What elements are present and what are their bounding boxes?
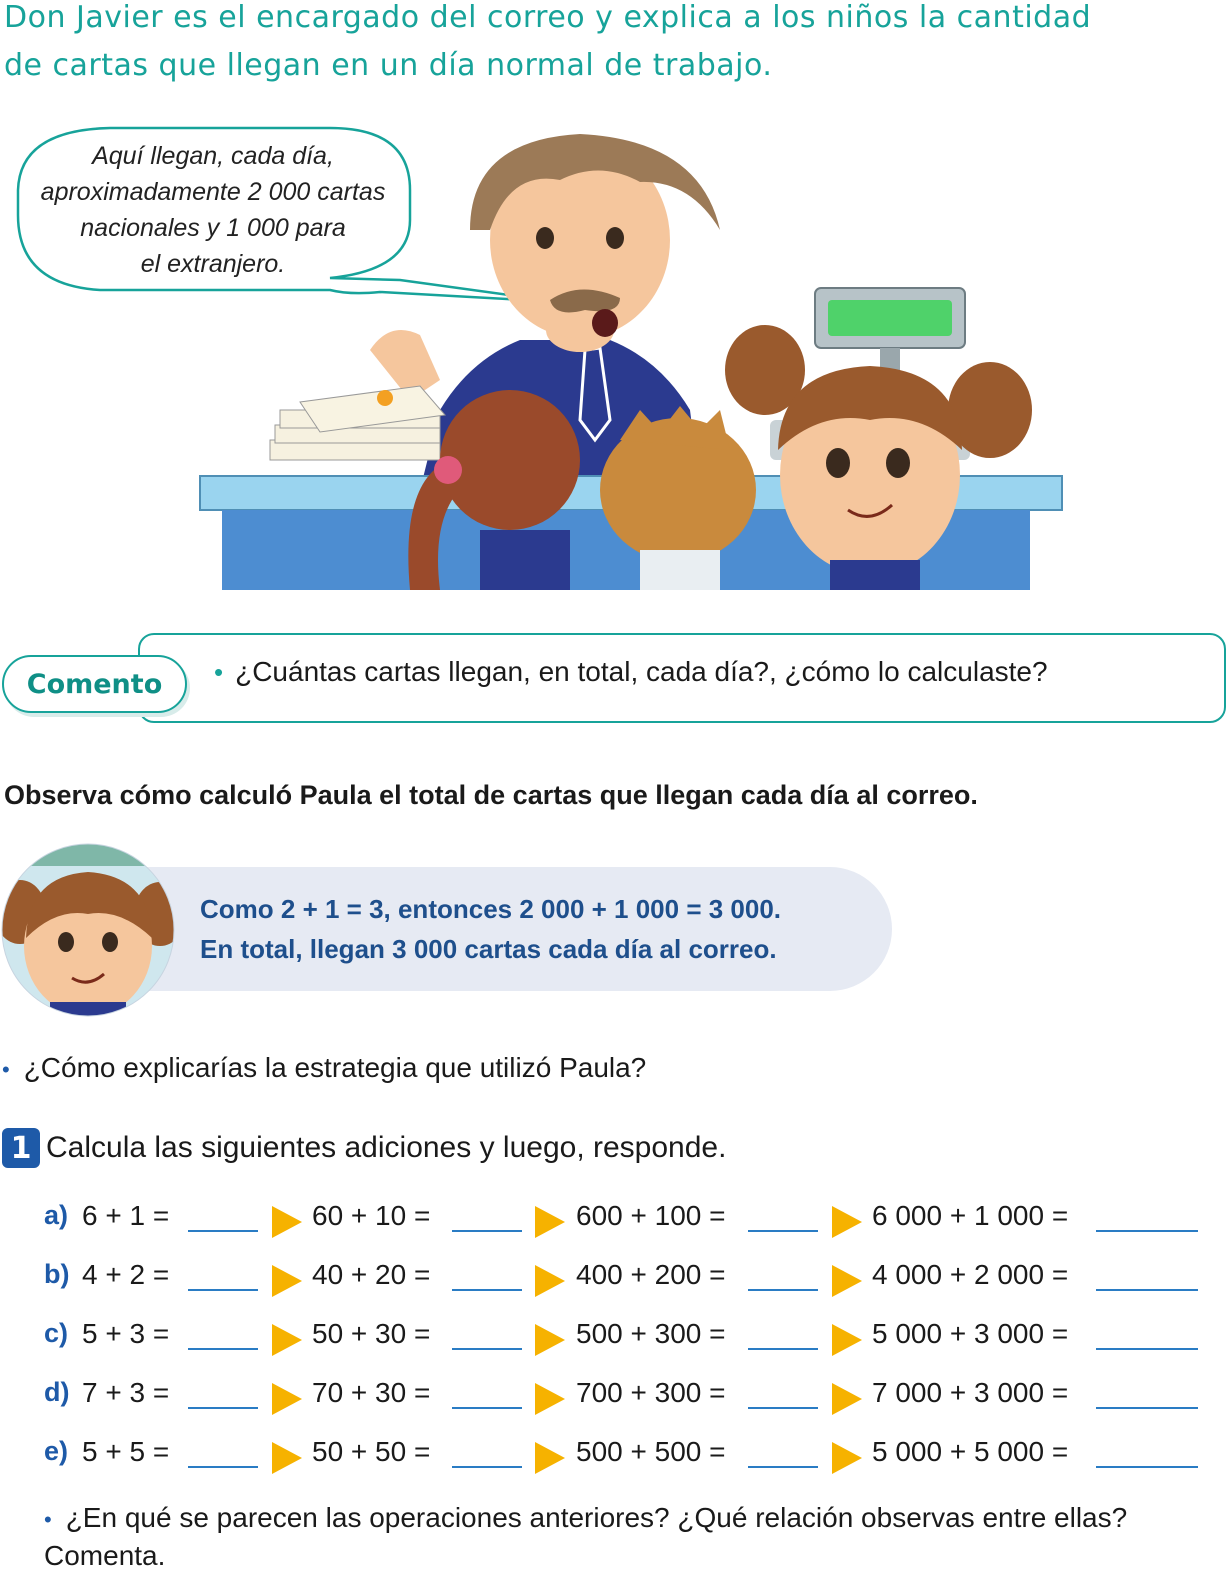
answer-blank[interactable] [188, 1230, 258, 1232]
row-label: e) [44, 1436, 69, 1466]
operation-text: 5 000 + 3 000 = [872, 1318, 1069, 1349]
comento-question [214, 656, 1048, 688]
comento-bullet: • [214, 657, 224, 687]
arrow-right-icon [832, 1265, 862, 1297]
answer-blank[interactable] [1096, 1466, 1198, 1468]
answer-blank[interactable] [188, 1348, 258, 1350]
row-label: b) [44, 1259, 70, 1289]
answer-blank[interactable] [188, 1289, 258, 1291]
final-question-line-1: ¿En qué se parecen las operaciones anteriores? ¿Qué relación observas entre ellas? [65, 1502, 1128, 1533]
bubble-line-4: el extranjero. [140, 250, 286, 278]
arrow-right-icon [535, 1383, 565, 1415]
exercise-row [0, 1436, 1230, 1476]
operation-text: 600 + 100 = [576, 1200, 726, 1231]
exercise-number-badge: 1 [2, 1128, 40, 1168]
bubble-line-2: aproximadamente 2 000 cartas [40, 178, 386, 206]
answer-blank[interactable] [748, 1348, 818, 1350]
operation-text: 400 + 200 = [576, 1259, 726, 1290]
arrow-right-icon [832, 1206, 862, 1238]
answer-blank[interactable] [748, 1466, 818, 1468]
answer-blank[interactable] [452, 1466, 522, 1468]
strategy-question-text: ¿Cómo explicarías la estrategia que utilizó Paula? [23, 1052, 647, 1083]
arrow-right-icon [535, 1324, 565, 1356]
arrow-right-icon [272, 1383, 302, 1415]
operation-text: 50 + 30 = [312, 1318, 431, 1349]
operation-text: 6 + 1 = [82, 1200, 170, 1231]
answer-blank[interactable] [1096, 1289, 1198, 1291]
answer-blank[interactable] [1096, 1407, 1198, 1409]
exercise-row [0, 1259, 1230, 1299]
answer-blank[interactable] [452, 1348, 522, 1350]
operation-text: 50 + 50 = [312, 1436, 431, 1467]
operation-text: 70 + 30 = [312, 1377, 431, 1408]
arrow-right-icon [832, 1383, 862, 1415]
arrow-right-icon [535, 1442, 565, 1474]
arrow-right-icon [272, 1442, 302, 1474]
answer-blank[interactable] [452, 1289, 522, 1291]
answer-blank[interactable] [452, 1230, 522, 1232]
paula-avatar [0, 842, 176, 1018]
operation-text: 7 000 + 3 000 = [872, 1377, 1069, 1408]
paula-explanation-text [200, 889, 781, 969]
arrow-right-icon [832, 1442, 862, 1474]
operation-text: 5 + 3 = [82, 1318, 170, 1349]
answer-blank[interactable] [188, 1466, 258, 1468]
operation-text: 7 + 3 = [82, 1377, 170, 1408]
exercise-header [2, 1128, 726, 1168]
arrow-right-icon [272, 1265, 302, 1297]
answer-blank[interactable] [1096, 1348, 1198, 1350]
operation-text: 700 + 300 = [576, 1377, 726, 1408]
bubble-line-3: nacionales y 1 000 para [80, 214, 346, 242]
operation-text: 60 + 10 = [312, 1200, 431, 1231]
operation-text: 4 000 + 2 000 = [872, 1259, 1069, 1290]
operation-text: 40 + 20 = [312, 1259, 431, 1290]
answer-blank[interactable] [188, 1407, 258, 1409]
exercise-title: Calcula las siguientes adiciones y luego, responde. [46, 1131, 727, 1164]
speech-bubble-text [38, 138, 388, 282]
operation-text: 5 000 + 5 000 = [872, 1436, 1069, 1467]
operation-text: 500 + 500 = [576, 1436, 726, 1467]
final-bullet: • [44, 1507, 52, 1532]
operation-text: 5 + 5 = [82, 1436, 170, 1467]
answer-blank[interactable] [748, 1289, 818, 1291]
intro-line-2: de cartas que llegan en un día normal de trabajo. [4, 48, 773, 83]
answer-blank[interactable] [748, 1407, 818, 1409]
strategy-bullet: • [2, 1057, 10, 1082]
final-question-line-2: Comenta. [44, 1540, 166, 1571]
letters-stack-icon [270, 386, 445, 460]
exercise-row [0, 1377, 1230, 1417]
paula-line-2: En total, llegan 3 000 cartas cada día al correo. [200, 934, 777, 964]
row-label: c) [44, 1318, 69, 1348]
bubble-line-1: Aquí llegan, cada día, [92, 142, 334, 170]
observa-heading: Observa cómo calculó Paula el total de cartas que llegan cada día al correo. [4, 780, 978, 810]
answer-blank[interactable] [452, 1407, 522, 1409]
arrow-right-icon [272, 1324, 302, 1356]
operation-text: 500 + 300 = [576, 1318, 726, 1349]
operation-text: 6 000 + 1 000 = [872, 1200, 1069, 1231]
row-label: a) [44, 1200, 69, 1230]
intro-text [4, 0, 1204, 90]
comento-question-text: ¿Cuántas cartas llegan, en total, cada día?, ¿cómo lo calculaste? [235, 656, 1048, 687]
strategy-question [2, 1052, 646, 1084]
answer-blank[interactable] [1096, 1230, 1198, 1232]
arrow-right-icon [832, 1324, 862, 1356]
operation-text: 4 + 2 = [82, 1259, 170, 1290]
answer-blank[interactable] [748, 1230, 818, 1232]
paula-line-1: Como 2 + 1 = 3, entonces 2 000 + 1 000 = 3 000. [200, 894, 782, 924]
intro-line-1: Don Javier es el encargado del correo y explica a los niños la cantidad [4, 0, 1092, 35]
exercise-row [0, 1318, 1230, 1358]
arrow-right-icon [535, 1265, 565, 1297]
exercise-row [0, 1200, 1230, 1240]
comento-tag: Comento [2, 655, 187, 713]
final-question [44, 1500, 1127, 1574]
arrow-right-icon [272, 1206, 302, 1238]
arrow-right-icon [535, 1206, 565, 1238]
row-label: d) [44, 1377, 70, 1407]
